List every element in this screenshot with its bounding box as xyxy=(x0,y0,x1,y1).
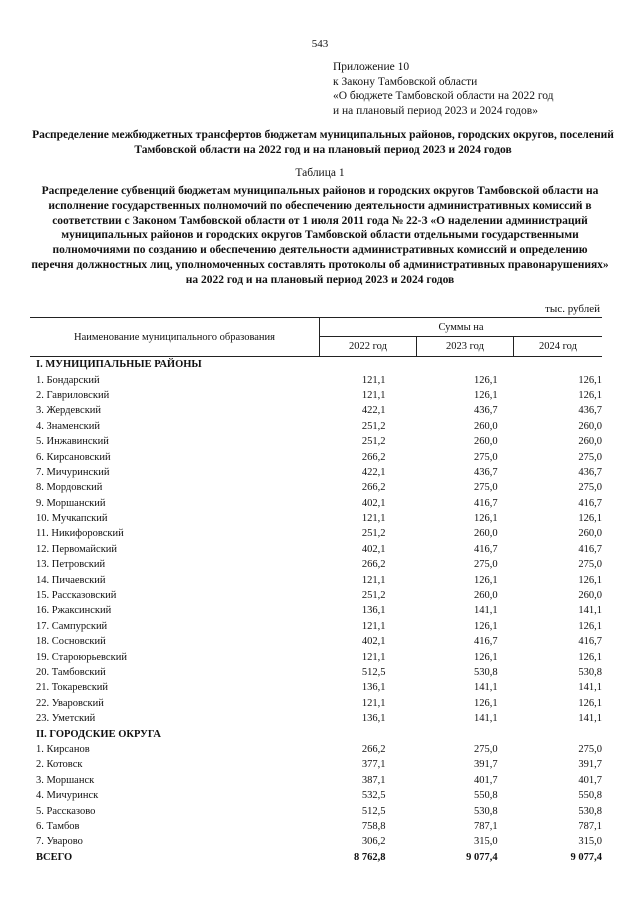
municipality-name: 1. Бондарский xyxy=(36,374,100,386)
value-2022: 136,1 xyxy=(361,605,386,617)
municipality-name: 4. Знаменский xyxy=(36,420,100,432)
column-header-2022: 2022 год xyxy=(320,337,417,356)
value-2022: 121,1 xyxy=(361,513,386,525)
table-row xyxy=(30,434,602,449)
table-row xyxy=(30,511,602,526)
table-row xyxy=(30,711,602,726)
value-2022: 251,2 xyxy=(361,590,386,602)
table-row xyxy=(30,665,602,680)
municipality-name: 12. Первомайский xyxy=(36,543,118,555)
appendix-header xyxy=(333,60,554,118)
section-title: I. МУНИЦИПАЛЬНЫЕ РАЙОНЫ xyxy=(36,359,202,371)
municipality-name: 21. Токаревский xyxy=(36,682,109,694)
column-header-name: Наименование муниципального образования xyxy=(30,318,320,356)
value-2024: 401,7 xyxy=(578,774,603,786)
value-2024: 260,0 xyxy=(578,528,603,540)
section-row xyxy=(30,357,602,372)
table-row xyxy=(30,788,602,803)
value-2022: 121,1 xyxy=(361,574,386,586)
municipality-name: 9. Моршанский xyxy=(36,497,106,509)
value-2022: 266,2 xyxy=(361,559,386,571)
value-2024: 275,0 xyxy=(578,451,603,463)
municipality-name: 4. Мичуринск xyxy=(36,790,99,802)
value-2024: 260,0 xyxy=(578,420,603,432)
municipality-name: 3. Жердевский xyxy=(36,405,102,417)
municipality-name: 22. Уваровский xyxy=(36,697,104,709)
value-2023: 391,7 xyxy=(474,759,498,771)
value-2022: 402,1 xyxy=(361,543,386,555)
municipality-name: 7. Мичуринский xyxy=(36,466,110,478)
appendix-line: к Закону Тамбовской области xyxy=(333,75,478,88)
column-header-sums: Суммы на xyxy=(320,318,602,337)
value-2022: 402,1 xyxy=(361,497,386,509)
value-2022: 422,1 xyxy=(361,466,386,478)
table-header xyxy=(30,317,602,357)
municipality-name: 19. Староюрьевский xyxy=(36,651,127,663)
table-row xyxy=(30,572,602,587)
value-2023: 550,8 xyxy=(474,790,498,802)
table-row xyxy=(30,419,602,434)
value-2023: 126,1 xyxy=(474,697,498,709)
table-row xyxy=(30,742,602,757)
value-2023: 260,0 xyxy=(474,420,498,432)
value-2023: 275,0 xyxy=(474,743,498,755)
value-2022: 266,2 xyxy=(361,482,386,494)
value-2023: 260,0 xyxy=(474,590,498,602)
unit-label: тыс. рублей xyxy=(545,303,600,315)
total-row xyxy=(30,850,602,865)
value-2024: 126,1 xyxy=(578,620,603,632)
value-2023: 401,7 xyxy=(474,774,498,786)
municipality-name: 11. Никифоровский xyxy=(36,528,124,540)
value-2022: 402,1 xyxy=(361,636,386,648)
table-row xyxy=(30,542,602,557)
value-2022: 306,2 xyxy=(361,836,386,848)
value-2024: 141,1 xyxy=(578,713,603,725)
value-2023: 141,1 xyxy=(474,713,498,725)
value-2023: 141,1 xyxy=(474,682,498,694)
value-2022: 266,2 xyxy=(361,743,386,755)
table-row xyxy=(30,680,602,695)
value-2023: 416,7 xyxy=(474,636,498,648)
municipality-name: 20. Тамбовский xyxy=(36,667,106,678)
value-2022: 136,1 xyxy=(361,713,386,725)
value-2022: 251,2 xyxy=(361,420,386,432)
value-2023: 416,7 xyxy=(474,497,498,509)
value-2024: 416,7 xyxy=(578,543,603,555)
value-2022: 422,1 xyxy=(361,405,386,417)
table-row xyxy=(30,649,602,664)
value-2023: 436,7 xyxy=(474,466,498,478)
value-2022: 121,1 xyxy=(361,620,386,632)
value-2023: 126,1 xyxy=(474,574,498,586)
table-row xyxy=(30,372,602,387)
municipality-name: 6. Тамбов xyxy=(36,820,80,832)
value-2022: 758,8 xyxy=(361,820,386,832)
value-2024: 275,0 xyxy=(578,482,603,494)
value-2024: 416,7 xyxy=(578,636,603,648)
municipality-name: 1. Кирсанов xyxy=(36,743,90,755)
municipality-name: 5. Рассказово xyxy=(36,805,96,817)
municipality-name: 8. Мордовский xyxy=(36,482,103,494)
value-2022: 512,5 xyxy=(361,805,386,817)
value-2022: 251,2 xyxy=(361,528,386,540)
municipality-name: 2. Гавриловский xyxy=(36,389,110,401)
value-2023: 530,8 xyxy=(474,667,498,678)
table-row xyxy=(30,588,602,603)
municipality-name: 18. Сосновский xyxy=(36,636,106,648)
column-header-2023: 2023 год xyxy=(417,337,514,356)
value-2022: 251,2 xyxy=(361,436,386,448)
appendix-line: «О бюджете Тамбовской области на 2022 год xyxy=(333,90,554,102)
page-number: 543 xyxy=(311,38,329,50)
table-row xyxy=(30,403,602,418)
total-label: ВСЕГО xyxy=(36,851,73,863)
total-2022: 8 762,8 xyxy=(353,851,386,863)
value-2024: 787,1 xyxy=(578,820,603,832)
appendix-line: и на плановый период 2023 и 2024 годов» xyxy=(333,104,538,117)
value-2024: 391,7 xyxy=(578,759,603,771)
value-2022: 121,1 xyxy=(361,697,386,709)
main-title: Распределение межбюджетных трансфертов бюджетам муниципальных районов, городских округов, поселений Тамбовской области на 2022 год и на плановый период 2023 и 2024 годов xyxy=(32,129,614,156)
table-title: Распределение субвенций бюджетам муниципальных районов и городских округов Тамбовской области на исполнение государственных полномочий по обеспечению деятельности административных комиссий в соответствии с Законом Тамбовской области от 1 июля 2011 года № 22-З «О наделении администраций муниципальных районов и городских округов Тамбовской области отдельными государственными полномочиями по созданию и обеспечению деятельности административных комиссий и определению перечня должностных лиц, уполномоченных составлять протоколы об административных правонарушениях» на 2022 год и на плановый период 2023 и 2024 годов xyxy=(31,185,609,286)
table-row xyxy=(30,480,602,495)
municipality-name: 16. Ржаксинский xyxy=(36,605,112,617)
value-2023: 315,0 xyxy=(474,836,498,848)
value-2023: 436,7 xyxy=(474,405,498,417)
table-number: Таблица 1 xyxy=(295,167,345,179)
value-2022: 136,1 xyxy=(361,682,386,694)
municipality-name: 2. Котовск xyxy=(36,759,83,771)
value-2024: 530,8 xyxy=(578,667,603,678)
total-2023: 9 077,4 xyxy=(466,851,498,863)
value-2022: 377,1 xyxy=(361,759,386,771)
value-2024: 315,0 xyxy=(578,836,603,848)
table-body xyxy=(30,357,602,865)
table-row xyxy=(30,619,602,634)
table-row xyxy=(30,526,602,541)
value-2024: 275,0 xyxy=(578,743,603,755)
table-row xyxy=(30,465,602,480)
appendix-line: Приложение 10 xyxy=(333,61,410,73)
value-2022: 121,1 xyxy=(361,374,386,386)
section-row xyxy=(30,726,602,741)
value-2024: 416,7 xyxy=(578,497,603,509)
value-2023: 141,1 xyxy=(474,605,498,617)
value-2023: 787,1 xyxy=(474,820,498,832)
value-2022: 121,1 xyxy=(361,389,386,401)
section-title: II. ГОРОДСКИЕ ОКРУГА xyxy=(36,728,161,740)
value-2024: 141,1 xyxy=(578,682,603,694)
table-row xyxy=(30,773,602,788)
value-2024: 126,1 xyxy=(578,374,603,386)
municipality-name: 13. Петровский xyxy=(36,559,106,571)
value-2022: 266,2 xyxy=(361,451,386,463)
municipality-name: 23. Уметский xyxy=(36,713,96,725)
table-row xyxy=(30,819,602,834)
value-2023: 126,1 xyxy=(474,513,498,525)
column-header-2024: 2024 год xyxy=(539,341,577,352)
value-2024: 260,0 xyxy=(578,436,603,448)
table-row xyxy=(30,757,602,772)
municipality-name: 6. Кирсановский xyxy=(36,451,111,463)
municipality-name: 3. Моршанск xyxy=(36,774,95,786)
value-2023: 275,0 xyxy=(474,482,498,494)
value-2022: 512,5 xyxy=(361,667,386,678)
value-2023: 530,8 xyxy=(474,805,498,817)
table-row xyxy=(30,496,602,511)
value-2023: 416,7 xyxy=(474,543,498,555)
value-2024: 436,7 xyxy=(578,405,603,417)
value-2024: 275,0 xyxy=(578,559,603,571)
table-row xyxy=(30,634,602,649)
table-row xyxy=(30,834,602,849)
value-2024: 550,8 xyxy=(578,790,603,802)
municipality-name: 14. Пичаевский xyxy=(36,574,106,586)
value-2023: 126,1 xyxy=(474,651,498,663)
municipality-name: 5. Инжавинский xyxy=(36,436,109,448)
value-2023: 275,0 xyxy=(474,451,498,463)
value-2022: 387,1 xyxy=(361,774,386,786)
value-2024: 126,1 xyxy=(578,651,603,663)
value-2023: 260,0 xyxy=(474,528,498,540)
table-row xyxy=(30,603,602,618)
value-2023: 260,0 xyxy=(474,436,498,448)
value-2024: 260,0 xyxy=(578,590,603,602)
value-2023: 126,1 xyxy=(474,620,498,632)
total-2024: 9 077,4 xyxy=(570,851,603,863)
municipality-name: 10. Мучкапский xyxy=(36,513,108,525)
value-2023: 126,1 xyxy=(474,374,498,386)
municipality-name: 17. Сампурский xyxy=(36,620,108,632)
value-2024: 141,1 xyxy=(578,605,603,617)
table-row xyxy=(30,449,602,464)
municipality-name: 15. Рассказовский xyxy=(36,590,117,602)
value-2024: 530,8 xyxy=(578,805,603,817)
allocation-table xyxy=(30,317,602,865)
value-2023: 126,1 xyxy=(474,389,498,401)
value-2024: 126,1 xyxy=(578,389,603,401)
value-2022: 121,1 xyxy=(361,651,386,663)
table-row xyxy=(30,388,602,403)
value-2024: 436,7 xyxy=(578,466,603,478)
table-row xyxy=(30,803,602,818)
municipality-name: 7. Уварово xyxy=(36,836,83,848)
value-2022: 532,5 xyxy=(361,790,386,802)
table-row xyxy=(30,696,602,711)
table-row xyxy=(30,557,602,572)
value-2023: 275,0 xyxy=(474,559,498,571)
value-2024: 126,1 xyxy=(578,574,603,586)
value-2024: 126,1 xyxy=(578,513,603,525)
value-2024: 126,1 xyxy=(578,697,603,709)
